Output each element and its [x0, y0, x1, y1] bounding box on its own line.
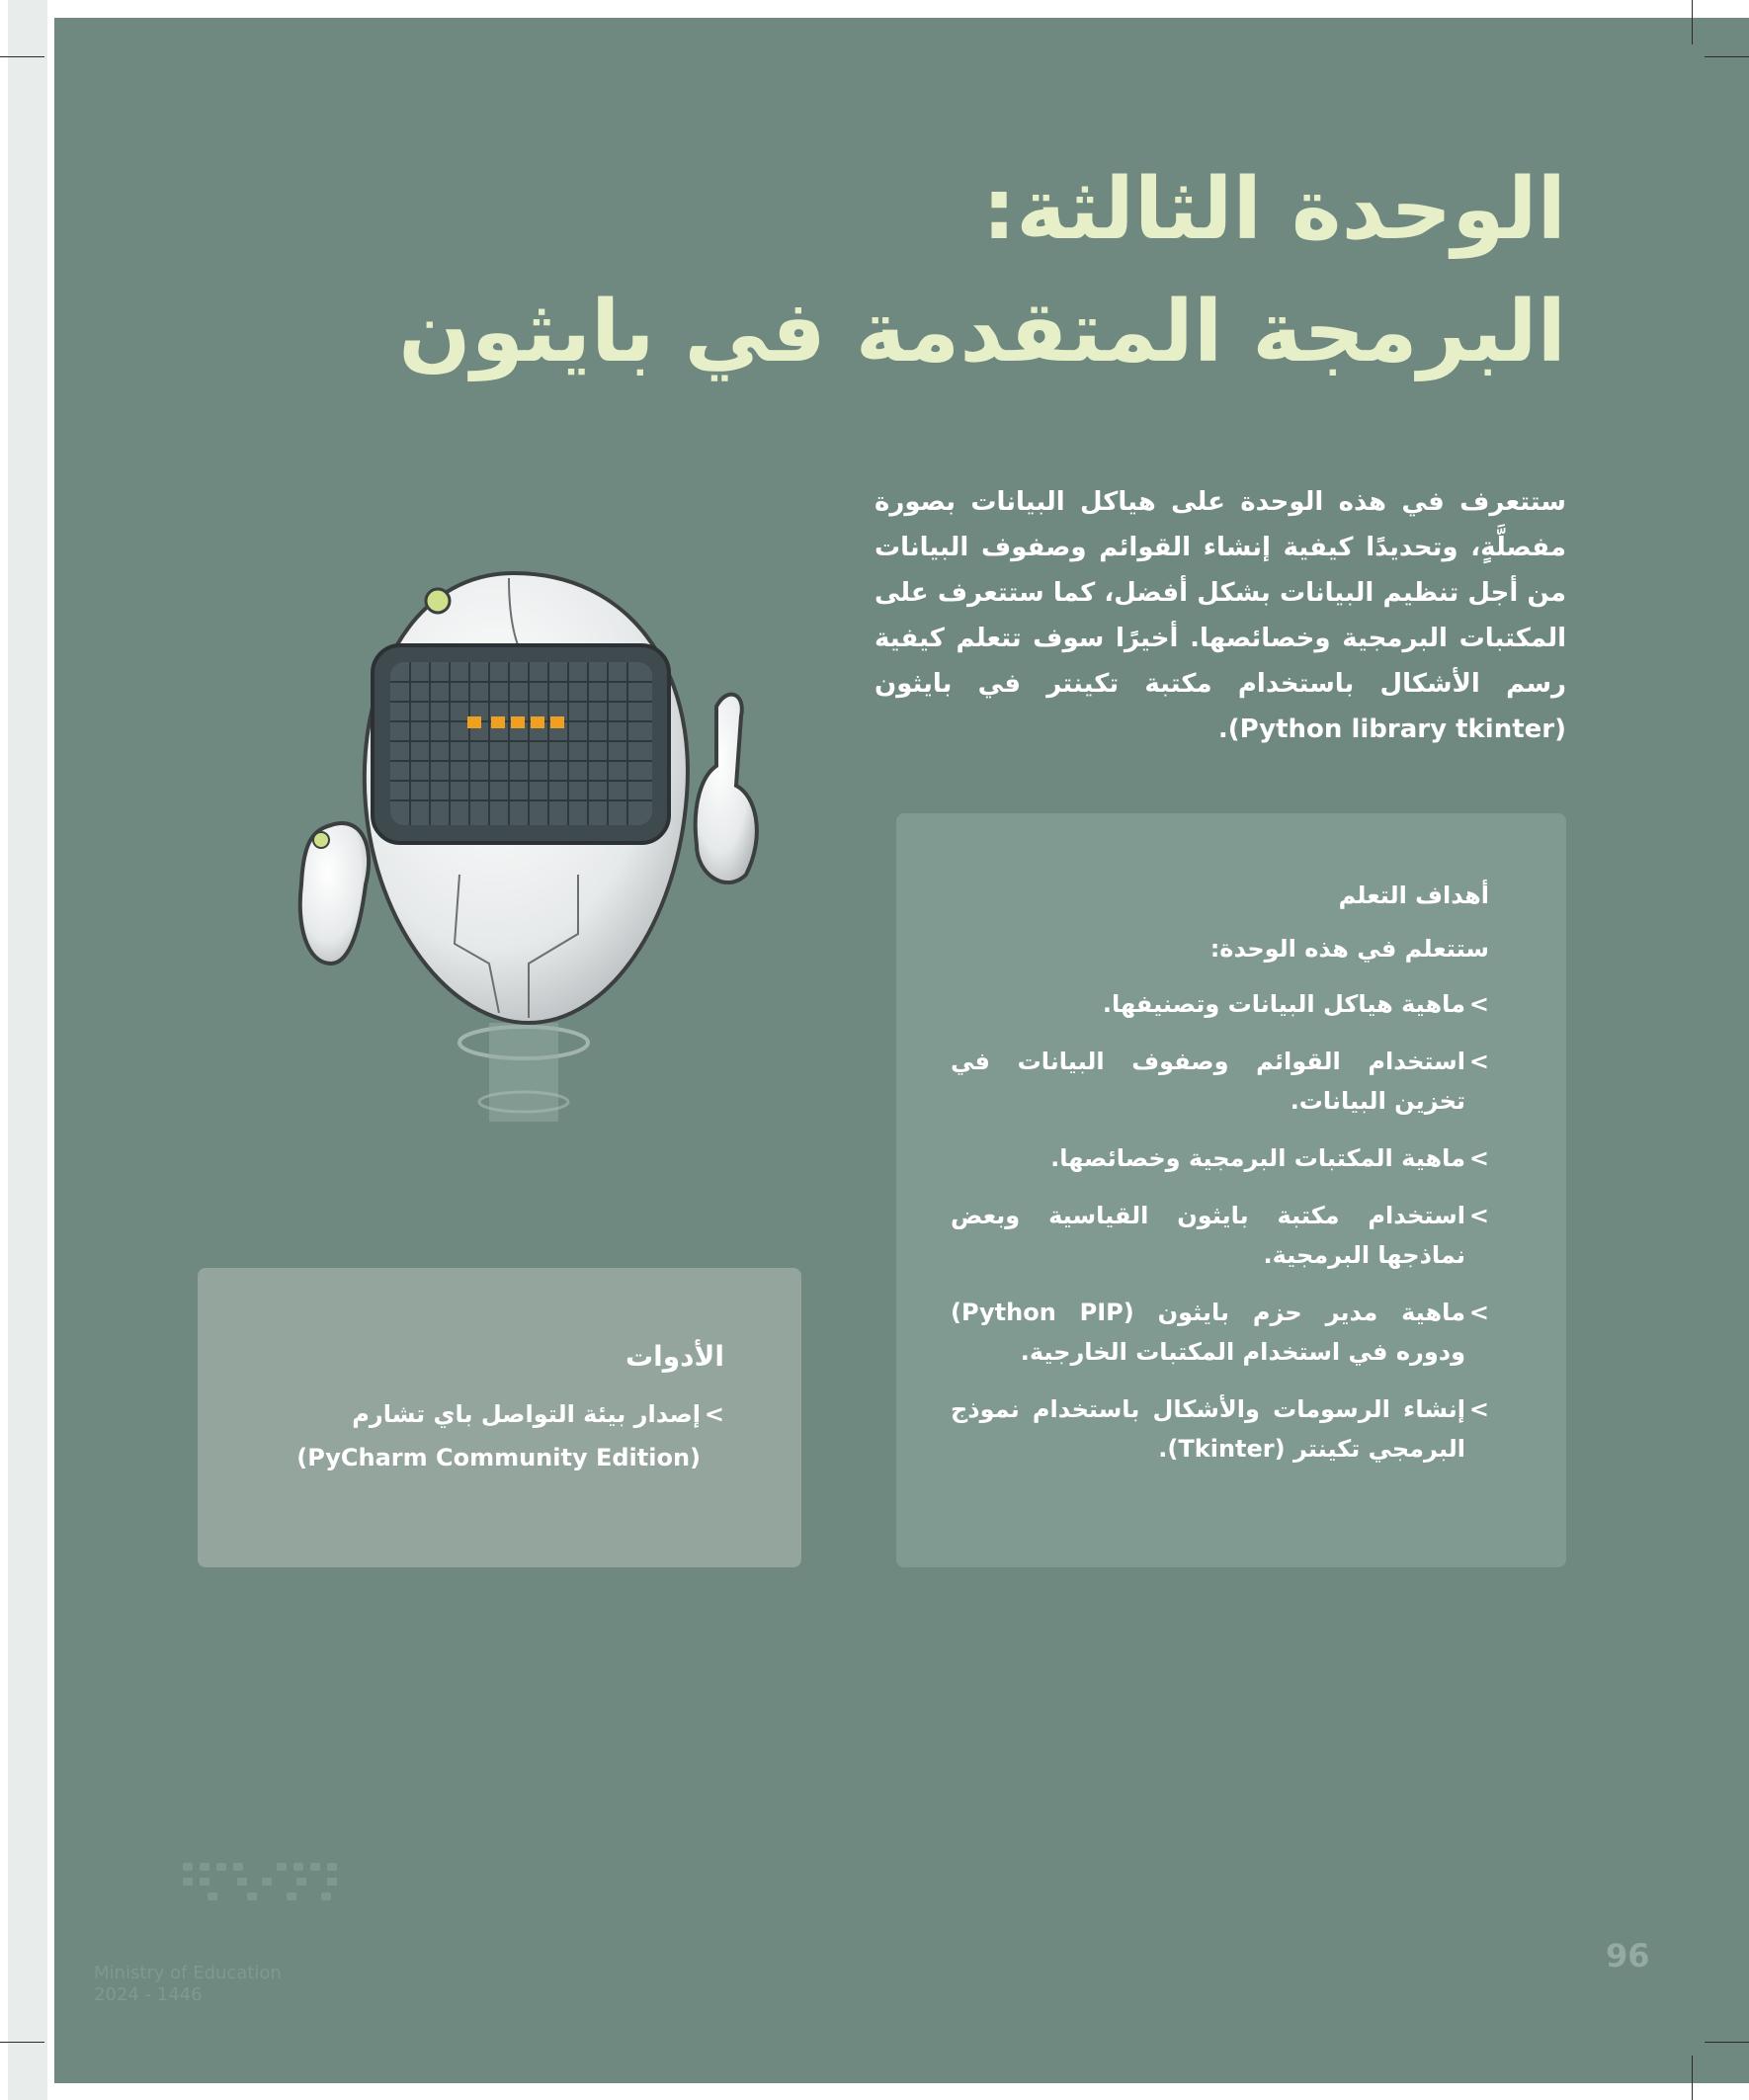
tools-item-line1: إصدار بيئة التواصل باي تشارم	[352, 1400, 701, 1428]
list-item: > استخدام القوائم وصفوف البيانات في تخزين البيانات.	[951, 1042, 1489, 1121]
crop-mark	[1705, 2042, 1749, 2043]
unit-intro: ستتعرف في هذه الوحدة على هياكل البيانات بصورة مفصلَّةٍ، وتحديدًا كيفية إنشاء القوائم وصفوف البيانات من أجل تنظيم البيانات بشكل أفضل، كما ستتعرف على المكتبات البرمجية وخصائصها. أخيرًا سوف تتعلم كيفية رسم الأشكال باستخدام مكتبة تكينتر في بايثون (Python library tkinter).	[874, 487, 1566, 744]
crop-mark	[1692, 0, 1693, 44]
unit-title-line2: البرمجة المتقدمة في بايثون	[398, 283, 1566, 381]
learning-goals-subheading: ستتعلم في هذه الوحدة:	[1209, 935, 1489, 963]
learning-goals-box	[896, 813, 1566, 1567]
crop-mark	[1705, 56, 1749, 57]
list-item: > ماهية هياكل البيانات وتصنيفها.	[951, 984, 1489, 1024]
robot-illustration	[282, 548, 815, 1141]
page-edge-strip	[8, 0, 47, 2100]
crop-mark	[0, 2042, 44, 2043]
list-item: > إنشاء الرسومات والأشكال باستخدام نموذج البرمجي تكينتر (Tkinter).	[951, 1389, 1489, 1469]
ministry-name: Ministry of Education	[94, 1963, 282, 1983]
unit-title-line1: الوحدة الثالثة:	[981, 160, 1566, 259]
list-item: > ماهية مدير حزم بايثون (Python PIP) ودوره في استخدام المكتبات الخارجية.	[951, 1293, 1489, 1372]
ministry-logo	[178, 1858, 356, 1907]
crop-mark	[1692, 2056, 1693, 2100]
tools-item	[270, 1392, 724, 1479]
list-item: > استخدام مكتبة بايثون القياسية وبعض نماذجها البرمجية.	[951, 1196, 1489, 1275]
learning-goals-heading: أهداف التعلم	[1338, 882, 1489, 909]
tools-item-line2: (PyCharm Community Edition)	[296, 1444, 701, 1471]
learning-goals-list	[951, 984, 1489, 1469]
tools-heading: الأدوات	[625, 1340, 724, 1373]
ministry-year: 2024 - 1446	[94, 1984, 203, 2005]
crop-mark	[0, 56, 44, 57]
tools-box	[198, 1268, 801, 1567]
unit-title	[380, 148, 1566, 393]
page-number: 96	[1606, 1937, 1650, 1974]
list-item: > ماهية المكتبات البرمجية وخصائصها.	[951, 1138, 1489, 1178]
